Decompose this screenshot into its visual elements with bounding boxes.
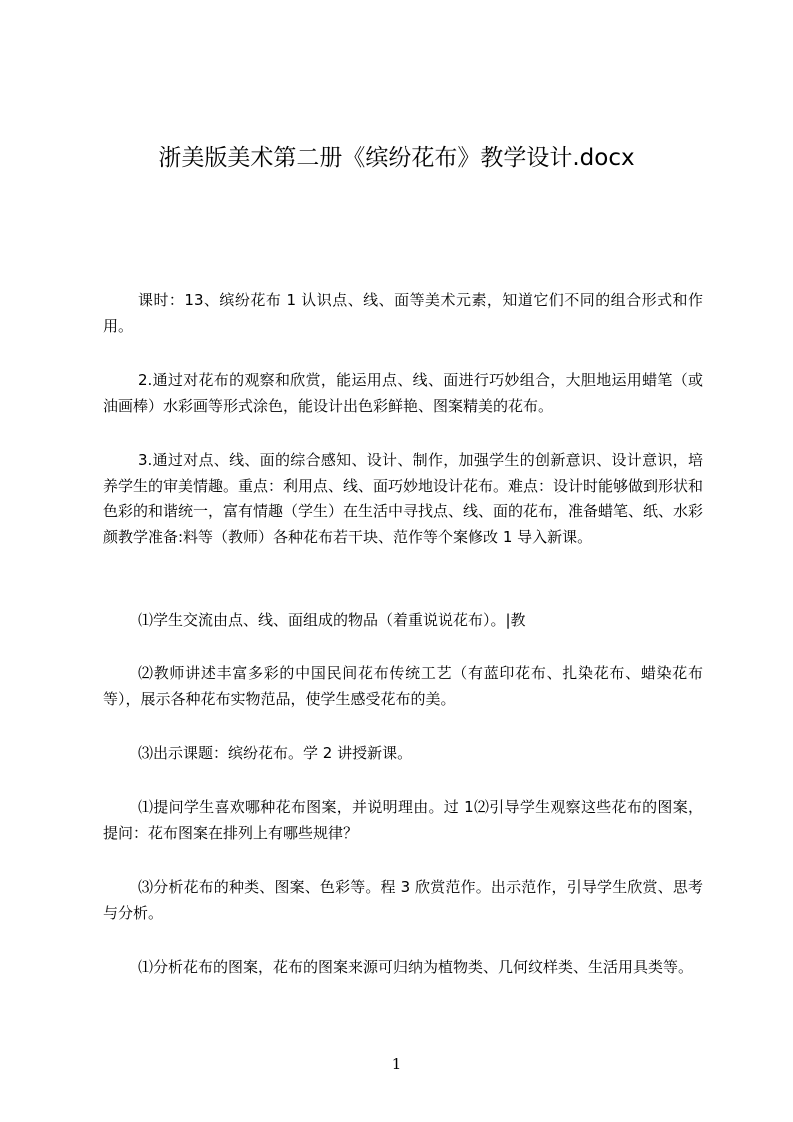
paragraph-5: ⑵教师讲述丰富多彩的中国民间花布传统工艺（有蓝印花布、扎染花布、蜡染花布等），展示各种花布实物范品，使学生感受花布的美。 (103, 664, 703, 708)
paragraph-7: ⑴提问学生喜欢哪种花布图案，并说明理由。过 1⑵引导学生观察这些花布的图案，提问：花布图案在排列上有哪些规律？ (103, 798, 703, 842)
paragraph-2: 2.通过对花布的观察和欣赏，能运用点、线、面进行巧妙组合，大胆地运用蜡笔（或油画棒）水彩画等形式涂色，能设计出色彩鲜艳、图案精美的花布。 (103, 371, 703, 415)
paragraph-1: 课时：13、缤纷花布 1 认识点、线、面等美术元素，知道它们不同的组合形式和作用。 (103, 291, 703, 335)
paragraph-6: ⑶出示课题：缤纷花布。学 2 讲授新课。 (138, 744, 413, 762)
paragraph-4: ⑴学生交流由点、线、面组成的物品（着重说说花布）。|教 (138, 611, 526, 629)
paragraph-9: ⑴分析花布的图案，花布的图案来源可归纳为植物类、几何纹样类、生活用具类等。 (138, 958, 694, 976)
paragraph-3: 3.通过对点、线、面的综合感知、设计、制作，加强学生的创新意识、设计意识，培养学生的审美情趣。重点：利用点、线、面巧妙地设计花布。难点：设计时能够做到形状和色彩的和谐统一，富有情趣（学生）在生活中寻找点、线、面的花布，准备蜡笔、纸、水彩颜教学准备:料等（教师）各种花布若干块、范作等个案修改 1 导入新课。 (103, 451, 704, 546)
document-title: 浙美版美术第二册《缤纷花布》教学设计.docx (158, 145, 635, 171)
paragraph-8: ⑶分析花布的种类、图案、色彩等。程 3 欣赏范作。出示范作，引导学生欣赏、思考与分析。 (103, 878, 703, 922)
page-number: 1 (391, 1055, 402, 1073)
